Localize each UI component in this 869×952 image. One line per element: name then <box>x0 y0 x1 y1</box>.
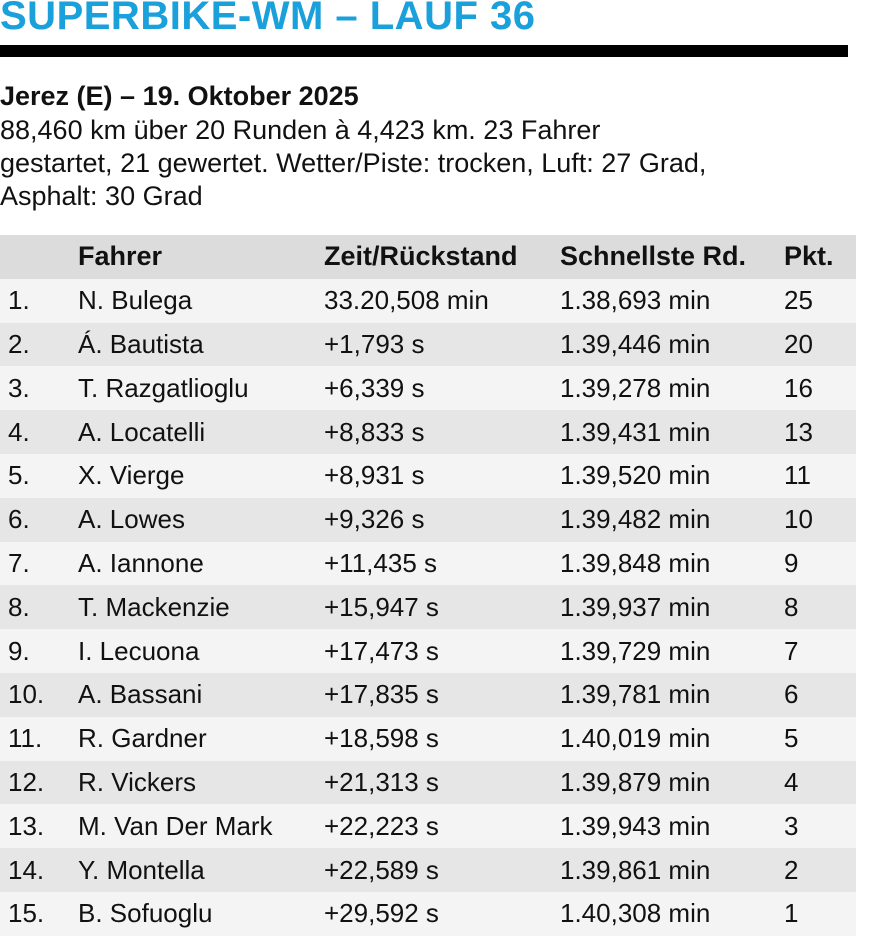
cell-position: 9. <box>0 629 78 673</box>
cell-points: 4 <box>784 761 856 805</box>
column-header-position <box>0 235 78 279</box>
cell-driver: X. Vierge <box>78 454 324 498</box>
title-divider <box>0 45 848 57</box>
cell-time: +6,339 s <box>324 366 560 410</box>
cell-position: 13. <box>0 804 78 848</box>
table-row <box>0 542 856 586</box>
page-title: SUPERBIKE-WM – LAUF 36 <box>0 0 536 38</box>
table-row <box>0 279 856 323</box>
cell-fastest-lap: 1.39,520 min <box>560 454 784 498</box>
cell-points: 25 <box>784 279 856 323</box>
cell-position: 8. <box>0 585 78 629</box>
cell-fastest-lap: 1.39,729 min <box>560 629 784 673</box>
cell-points: 11 <box>784 454 856 498</box>
cell-position: 11. <box>0 717 78 761</box>
table-row <box>0 585 856 629</box>
results-table <box>0 235 856 936</box>
cell-position: 12. <box>0 761 78 805</box>
cell-time: +18,598 s <box>324 717 560 761</box>
cell-position: 15. <box>0 892 78 936</box>
cell-time: +8,833 s <box>324 410 560 454</box>
cell-position: 10. <box>0 673 78 717</box>
cell-position: 3. <box>0 366 78 410</box>
cell-driver: A. Iannone <box>78 542 324 586</box>
column-header-points: Pkt. <box>784 235 856 279</box>
cell-fastest-lap: 1.39,861 min <box>560 848 784 892</box>
cell-position: 7. <box>0 542 78 586</box>
table-header-row <box>0 235 856 279</box>
table-row <box>0 892 856 936</box>
cell-time: +17,473 s <box>324 629 560 673</box>
cell-time: +22,223 s <box>324 804 560 848</box>
cell-points: 13 <box>784 410 856 454</box>
cell-driver: A. Locatelli <box>78 410 324 454</box>
cell-driver: Y. Montella <box>78 848 324 892</box>
cell-fastest-lap: 1.39,781 min <box>560 673 784 717</box>
description-line: 88,460 km über 20 Runden à 4,423 km. 23 Fahrer <box>0 115 601 145</box>
cell-position: 2. <box>0 323 78 367</box>
cell-time: +11,435 s <box>324 542 560 586</box>
results-body <box>0 279 856 936</box>
cell-points: 1 <box>784 892 856 936</box>
cell-position: 4. <box>0 410 78 454</box>
cell-time: 33.20,508 min <box>324 279 560 323</box>
cell-fastest-lap: 1.39,446 min <box>560 323 784 367</box>
cell-position: 1. <box>0 279 78 323</box>
table-row <box>0 761 856 805</box>
race-description <box>0 114 860 213</box>
table-row <box>0 804 856 848</box>
table-row <box>0 498 856 542</box>
cell-fastest-lap: 1.39,943 min <box>560 804 784 848</box>
table-row <box>0 848 856 892</box>
table-row <box>0 323 856 367</box>
cell-driver: N. Bulega <box>78 279 324 323</box>
cell-driver: T. Mackenzie <box>78 585 324 629</box>
cell-fastest-lap: 1.39,278 min <box>560 366 784 410</box>
cell-points: 9 <box>784 542 856 586</box>
cell-driver: T. Razgatlioglu <box>78 366 324 410</box>
cell-fastest-lap: 1.39,431 min <box>560 410 784 454</box>
cell-points: 7 <box>784 629 856 673</box>
cell-points: 6 <box>784 673 856 717</box>
table-row <box>0 366 856 410</box>
cell-time: +9,326 s <box>324 498 560 542</box>
cell-time: +22,589 s <box>324 848 560 892</box>
cell-fastest-lap: 1.40,019 min <box>560 717 784 761</box>
cell-driver: B. Sofuoglu <box>78 892 324 936</box>
cell-points: 2 <box>784 848 856 892</box>
cell-points: 3 <box>784 804 856 848</box>
cell-driver: R. Gardner <box>78 717 324 761</box>
cell-position: 6. <box>0 498 78 542</box>
cell-points: 10 <box>784 498 856 542</box>
cell-fastest-lap: 1.39,937 min <box>560 585 784 629</box>
race-subtitle: Jerez (E) – 19. Oktober 2025 <box>0 81 359 111</box>
cell-driver: Á. Bautista <box>78 323 324 367</box>
cell-points: 20 <box>784 323 856 367</box>
cell-time: +8,931 s <box>324 454 560 498</box>
cell-time: +1,793 s <box>324 323 560 367</box>
table-row <box>0 454 856 498</box>
cell-driver: A. Lowes <box>78 498 324 542</box>
table-row <box>0 717 856 761</box>
cell-fastest-lap: 1.39,482 min <box>560 498 784 542</box>
cell-position: 5. <box>0 454 78 498</box>
column-header-fastest-lap: Schnellste Rd. <box>560 235 784 279</box>
cell-driver: A. Bassani <box>78 673 324 717</box>
cell-time: +21,313 s <box>324 761 560 805</box>
cell-points: 8 <box>784 585 856 629</box>
table-row <box>0 673 856 717</box>
description-line: gestartet, 21 gewertet. Wetter/Piste: trocken, Luft: 27 Grad, <box>0 148 707 178</box>
cell-fastest-lap: 1.39,879 min <box>560 761 784 805</box>
cell-driver: R. Vickers <box>78 761 324 805</box>
cell-fastest-lap: 1.38,693 min <box>560 279 784 323</box>
cell-driver: M. Van Der Mark <box>78 804 324 848</box>
cell-fastest-lap: 1.39,848 min <box>560 542 784 586</box>
cell-driver: I. Lecuona <box>78 629 324 673</box>
column-header-driver: Fahrer <box>78 235 324 279</box>
description-line: Asphalt: 30 Grad <box>0 181 203 211</box>
cell-points: 5 <box>784 717 856 761</box>
table-row <box>0 629 856 673</box>
cell-fastest-lap: 1.40,308 min <box>560 892 784 936</box>
cell-position: 14. <box>0 848 78 892</box>
cell-time: +29,592 s <box>324 892 560 936</box>
table-row <box>0 410 856 454</box>
cell-points: 16 <box>784 366 856 410</box>
cell-time: +17,835 s <box>324 673 560 717</box>
column-header-time: Zeit/Rückstand <box>324 235 560 279</box>
cell-time: +15,947 s <box>324 585 560 629</box>
